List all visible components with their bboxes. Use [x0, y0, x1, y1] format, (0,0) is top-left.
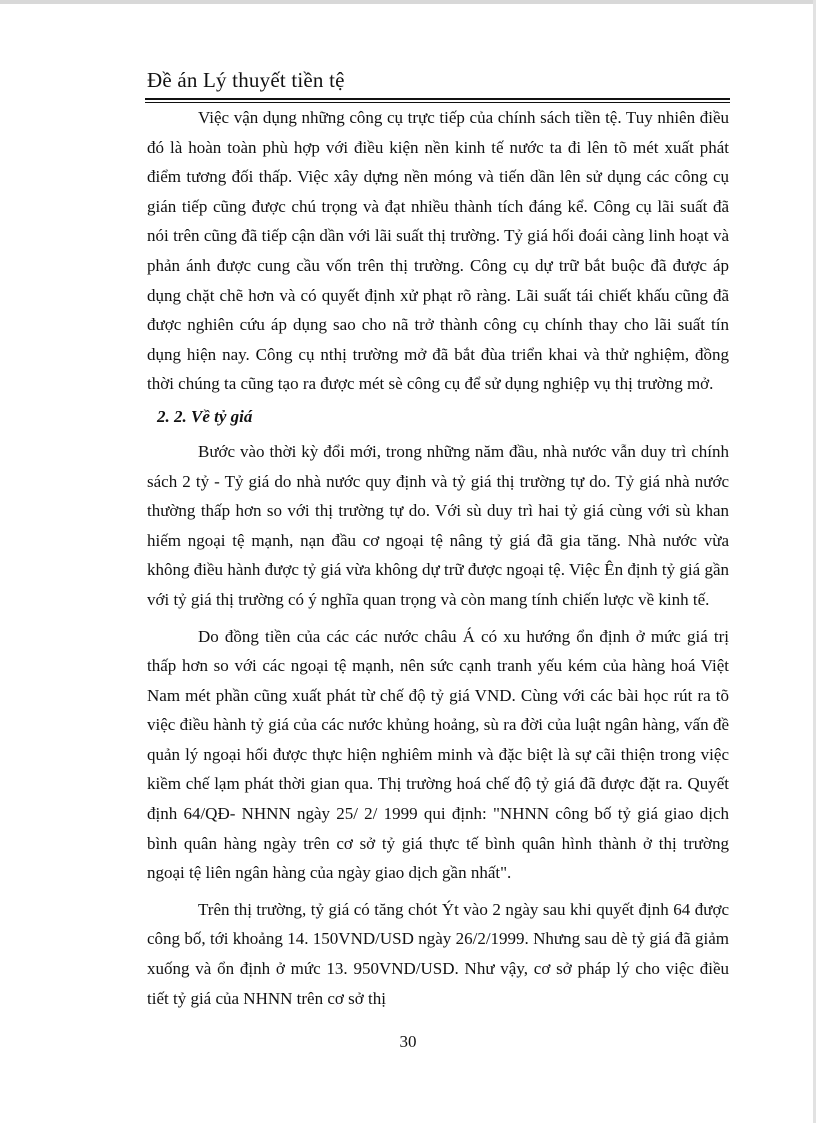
- scan-edge-top: [0, 0, 816, 4]
- paragraph-market-rate: Do đồng tiền của các các nước châu Á có xu hướng ổn định ở mức giá trị thấp hơn so với các ngoại tệ mạnh, nên sức cạnh tranh yếu kém của hàng hoá Việt Nam mét phần cũng xuất phát từ chế độ tỷ giá VND. Cùng với các bài học rút ra tõ việc điều hành tỷ giá của các nước khủng hoảng, sù ra đời của luật ngân hàng, vấn đề quản lý ngoại hối được thực hiện nghiêm minh và đặc biệt là sự cãi thiện trong việc kiềm chế lạm phát thời gian qua. Thị trường hoá chế độ tỷ giá đã được đặt ra. Quyết định 64/QĐ- NHNN ngày 25/ 2/ 1999 qui định: "NHNN công bố tỷ giá giao dịch bình quân hàng ngày trên cơ sở tỷ giá thực tế bình quân hình thành ở thị trường ngoại tệ liên ngân hàng của ngày giao dịch gần nhất".: [147, 626, 729, 883]
- paragraph-dual-rate: Bước vào thời kỳ đổi mới, trong những năm đầu, nhà nước vẫn duy trì chính sách 2 tỷ - Tỷ giá do nhà nước quy định và tỷ giá thị trường tự do. Tỷ giá nhà nước thường thấp hơn so với thị trường tự do. Với sù duy trì hai tỷ giá cùng với sù khan hiếm ngoại tệ mạnh, nạn đầu cơ ngoại tệ nâng tỷ giá đã gia tăng. Nhà nước vừa không điều hành được tỷ giá vừa không dự trữ được ngoại tệ. Việc Ên định tỷ giá gần với tỷ giá thị trường có ý nghĩa quan trọng và còn mang tính chiến lược về kinh tế.: [147, 441, 729, 609]
- header-rule-thick: [145, 98, 730, 100]
- section-heading-exchange-rate: 2. 2. Về tỷ giá: [157, 406, 253, 426]
- paragraph-instruments: Việc vận dụng những công cụ trực tiếp của chính sách tiền tệ. Tuy nhiên điều đó là hoàn toàn phù hợp với điều kiện nền kinh tế nước ta đi lên tõ mét xuất phát điểm tương đối thấp. Việc xây dựng nền móng và tiến dần lên sử dụng các công cụ gián tiếp cũng được chú trọng và đạt nhiều thành tích đáng kể. Công cụ lãi suất đã nói trên cũng đã tiếp cận dần với lãi suất thị trường. Tỷ giá hối đoái càng linh hoạt và phản ánh được cung cầu vốn trên thị trường. Công cụ dự trữ bắt buộc đã được áp dụng chặt chẽ hơn và có quyết định xử phạt rõ ràng. Lãi suất tái chiết khấu cũng đã được nghiên cứu áp dụng sao cho nã trở thành công cụ chính thay cho lãi suất tín dụng hiện nay. Công cụ nthị trường mở đã bắt đùa triển khai và thử nghiệm, đồng thời chúng ta cũng tạo ra được mét sè công cụ để sử dụng nghiệp vụ thị trường mở.: [147, 108, 729, 394]
- paragraph-rate-movement: Trên thị trường, tỷ giá có tăng chót Ýt vào 2 ngày sau khi quyết định 64 được công bố, tới khoảng 14. 150VND/USD ngày 26/2/1999. Nhưng sau dè tỷ giá đã giảm xuống và ổn định ở mức 13. 950VND/USD. Như vậy, cơ sở pháp lý cho việc điều tiết tỷ giá của NHNN trên cơ sở thị: [147, 899, 729, 1008]
- body-text: [147, 103, 729, 1013]
- running-header-title: Đề án Lý thuyết tiền tệ: [147, 68, 345, 92]
- page-number: 30: [399, 1032, 417, 1051]
